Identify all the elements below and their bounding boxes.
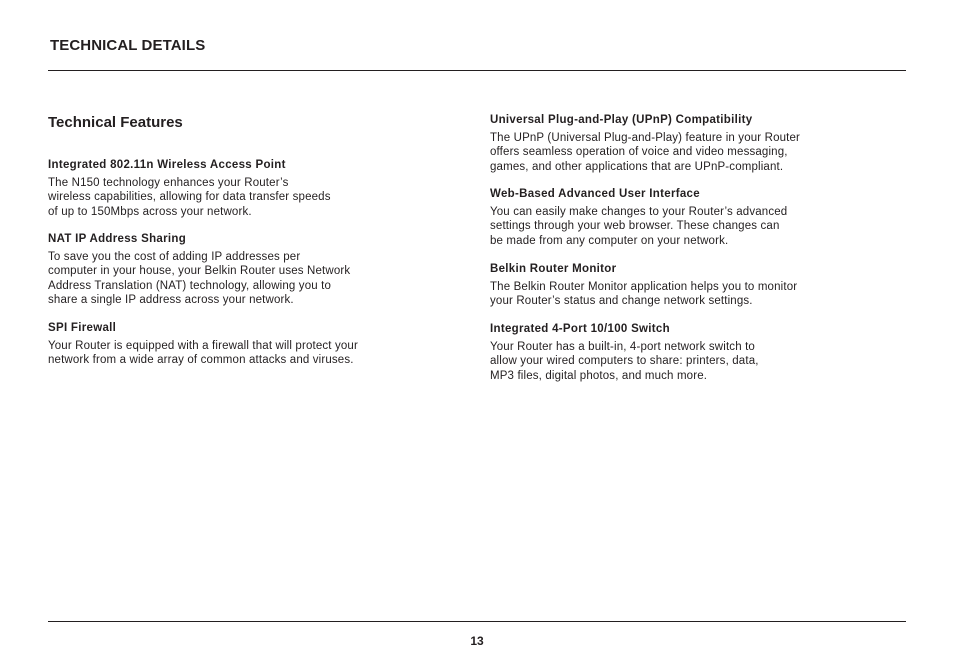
feature-text-line: games, and other applications that are UPnP-compliant. [490,160,784,173]
feature-nat-ip-sharing [48,232,350,307]
feature-heading: Universal Plug-and-Play (UPnP) Compatibility [490,114,753,126]
feature-text-line: The N150 technology enhances your Router’s [48,177,289,189]
feature-text-line: To save you the cost of adding IP addresses per [48,251,301,263]
feature-text-line: offers seamless operation of voice and video messaging, [490,146,788,159]
feature-text-line: The UPnP (Universal Plug-and-Play) feature in your Router [490,132,801,144]
feature-heading: NAT IP Address Sharing [48,233,187,245]
feature-heading: SPI Firewall [48,322,117,334]
feature-text-line: computer in your house, your Belkin Router uses Network [48,265,351,278]
feature-web-interface [490,187,787,248]
feature-text-line: network from a wide array of common attacks and viruses. [48,354,354,367]
feature-text-line: share a single IP address across your network. [48,293,294,306]
feature-router-monitor [490,262,797,309]
feature-heading: Integrated 802.11n Wireless Access Point [48,159,286,171]
feature-spi-firewall [48,321,358,368]
feature-text-line: Your Router has a built-in, 4-port network switch to [490,341,755,353]
feature-heading: Web-Based Advanced User Interface [490,188,700,200]
footer-divider [48,621,906,622]
feature-text-line: be made from any computer on your network. [490,234,729,247]
feature-text-line: settings through your web browser. These changes can [490,220,780,233]
feature-text-line: allow your wired computers to share: printers, data, [490,355,759,368]
section-title: Technical Features [48,114,183,131]
feature-upnp-compatibility [490,113,800,174]
feature-text-line: wireless capabilities, allowing for data transfer speeds [48,191,331,204]
feature-text-line: your Router’s status and change network settings. [490,295,753,308]
feature-wireless-access-point [48,158,331,219]
feature-text-line: Your Router is equipped with a firewall that will protect your [48,340,358,352]
feature-text-line: MP3 files, digital photos, and much more. [490,369,708,382]
header-divider [48,70,906,71]
feature-text-line: Address Translation (NAT) technology, allowing you to [48,279,332,292]
page-number: 13 [470,634,484,648]
feature-text-line: The Belkin Router Monitor application helps you to monitor [490,281,798,293]
feature-heading: Integrated 4-Port 10/100 Switch [490,323,670,335]
feature-text-line: You can easily make changes to your Router’s advanced [490,206,788,218]
feature-text-line: of up to 150Mbps across your network. [48,205,252,218]
feature-4-port-switch [490,322,759,383]
page-header-title: TECHNICAL DETAILS [50,37,206,54]
feature-heading: Belkin Router Monitor [490,263,617,275]
